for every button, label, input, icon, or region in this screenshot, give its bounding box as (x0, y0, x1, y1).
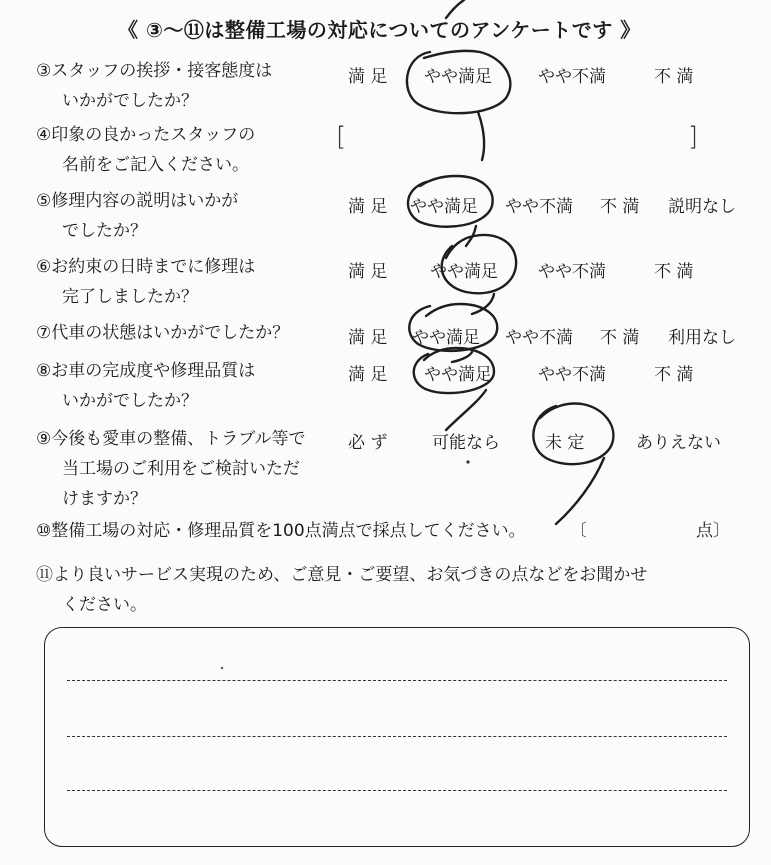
q5-option-no-explanation[interactable]: 説明なし (668, 197, 736, 217)
ink-connector-5-6 (466, 226, 476, 246)
q5-option-dissatisfied[interactable]: 不 満 (600, 197, 640, 217)
question-5-line1: ⑤修理内容の説明はいかが (36, 191, 239, 211)
ink-connector-6-7 (472, 294, 494, 314)
score-bracket-open: 〔 (570, 521, 587, 541)
question-8-line1: ⑧お車の完成度や修理品質は (36, 361, 256, 381)
question-5-line2: でしたか？ (62, 221, 147, 241)
question-3-line2: いかがでしたか？ (62, 91, 198, 111)
comment-line-2 (67, 736, 727, 737)
q9-option-unlikely[interactable]: ありえない (636, 433, 721, 453)
comment-box[interactable] (44, 627, 750, 847)
question-6-line1: ⑥お約束の日時までに修理は (36, 257, 256, 277)
question-9-label (36, 424, 306, 514)
question-11-line1: ⑪より良いサービス実現のため、ご意見・ご要望、お気づきの点などをお聞かせ (36, 565, 648, 585)
q6-option-somewhat-satisfied[interactable]: やや満足 (430, 262, 498, 282)
question-3-label (36, 56, 272, 116)
question-5-label (36, 186, 238, 246)
q7-option-not-used[interactable]: 利用なし (668, 328, 736, 348)
survey-title: 《 ③～⑪は整備工場の対応についてのアンケートです 》 (118, 18, 641, 42)
question-8-line2: いかがでしたか？ (62, 391, 198, 411)
comment-line-3 (67, 790, 727, 791)
question-11-label (36, 560, 647, 620)
staff-name-bracket-right: ] (687, 122, 698, 152)
question-4-line1: ④印象の良かったスタッフの (36, 125, 256, 145)
q5-option-somewhat-dissatisfied[interactable]: やや不満 (505, 197, 573, 217)
question-9-line3: けますか？ (62, 489, 147, 509)
question-11-line2: ください。 (62, 595, 147, 615)
q9-option-definitely[interactable]: 必 ず (348, 433, 388, 453)
q9-option-undecided[interactable]: 未 定 (545, 433, 585, 453)
comment-line-1 (67, 680, 727, 681)
q3-option-satisfied[interactable]: 満 足 (348, 67, 388, 87)
q5-option-somewhat-satisfied[interactable]: やや満足 (410, 197, 478, 217)
question-3-line1: ③スタッフの挨拶・接客態度は (36, 61, 273, 81)
q7-option-somewhat-dissatisfied[interactable]: やや不満 (505, 328, 573, 348)
q8-option-dissatisfied[interactable]: 不 満 (654, 365, 694, 385)
question-4-label (36, 120, 255, 180)
q6-option-somewhat-dissatisfied[interactable]: やや不満 (538, 262, 606, 282)
question-7-label: ⑦代車の状態はいかがでしたか？ (36, 323, 290, 343)
question-4-line2: 名前をご記入ください。 (62, 155, 249, 175)
q3-option-somewhat-satisfied[interactable]: やや満足 (424, 67, 492, 87)
question-10-label: ⑩整備工場の対応・修理品質を100点満点で採点してください。 (36, 521, 526, 541)
q3-option-dissatisfied[interactable]: 不 満 (654, 67, 694, 87)
q6-option-dissatisfied[interactable]: 不 満 (654, 262, 694, 282)
question-6-line2: 完了しましたか？ (62, 287, 198, 307)
question-9-line2: 当工場のご利用をご検討いただ (62, 459, 300, 479)
score-unit: 点〕 (696, 521, 730, 541)
q8-option-satisfied[interactable]: 満 足 (348, 365, 388, 385)
q9-option-if-possible[interactable]: 可能なら (432, 433, 500, 453)
ink-connector-8-9 (446, 390, 486, 430)
question-8-label (36, 356, 255, 416)
q7-option-dissatisfied[interactable]: 不 満 (600, 328, 640, 348)
q7-option-somewhat-satisfied[interactable]: やや満足 (412, 328, 480, 348)
q8-option-somewhat-satisfied[interactable]: やや満足 (424, 365, 492, 385)
ink-tail-9-10 (556, 458, 604, 524)
q3-option-somewhat-dissatisfied[interactable]: やや不満 (538, 67, 606, 87)
staff-name-field[interactable] (336, 118, 698, 170)
q5-option-satisfied[interactable]: 満 足 (348, 197, 388, 217)
q7-option-satisfied[interactable]: 満 足 (348, 328, 388, 348)
question-9-line1: ⑨今後も愛車の整備、トラブル等で (36, 429, 306, 449)
q8-option-somewhat-dissatisfied[interactable]: やや不満 (538, 365, 606, 385)
staff-name-bracket-left: [ (336, 122, 347, 152)
ink-speck-1 (466, 460, 469, 463)
question-6-label (36, 252, 255, 312)
q6-option-satisfied[interactable]: 満 足 (348, 262, 388, 282)
